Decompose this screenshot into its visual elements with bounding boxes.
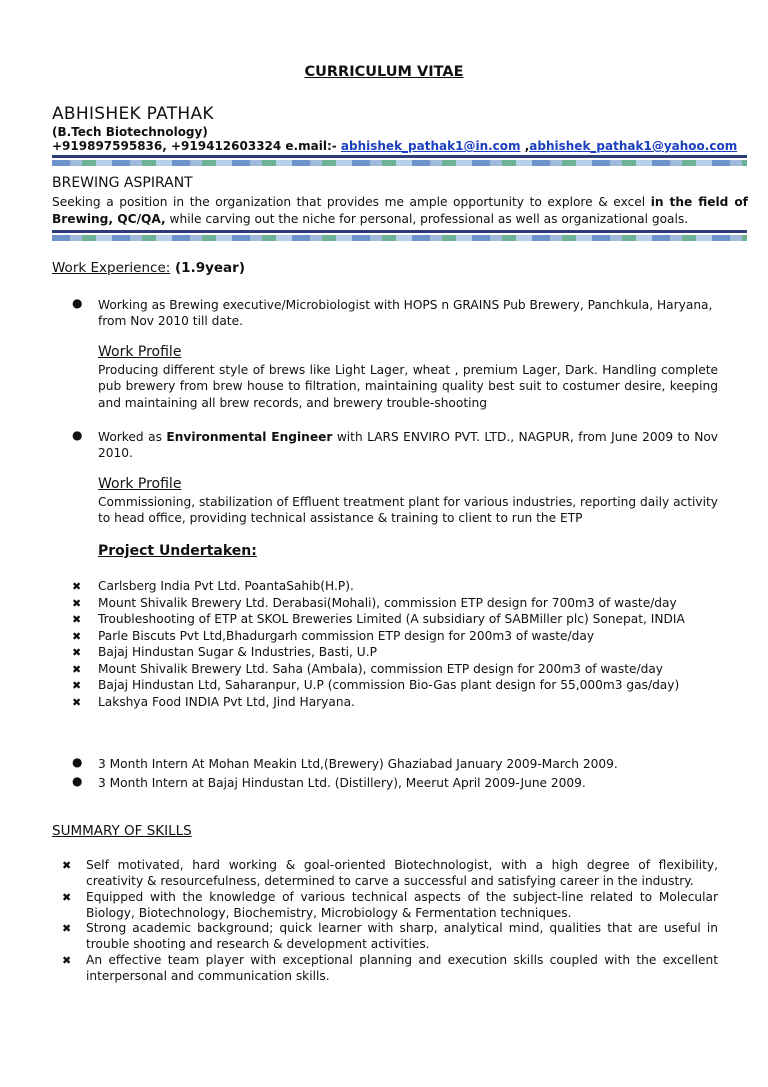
bullet-icon: ●: [72, 755, 83, 769]
skill-item: Equipped with the knowledge of various technical aspects of the subject-line related to Molecular Biology, Biotechnology, Biochemistry, Microbiology & Fermentation techniques.: [86, 890, 718, 920]
objective-text-bold: in the field of Brewing, QC/QA,: [52, 195, 748, 226]
cross-bullet-icon: ✖: [72, 613, 82, 626]
objective-text: [52, 194, 748, 227]
objective-text-a: Seeking a position in the organization that provides me ample opportunity to explore & excel: [52, 195, 651, 209]
project-item: Lakshya Food INDIA Pvt Ltd, Jind Haryana.: [98, 695, 355, 709]
internship-item: 3 Month Intern At Mohan Meakin Ltd,(Brewery) Ghaziabad January 2009-March 2009.: [98, 757, 618, 771]
job-1-profile: Producing different style of brews like Light Lager, wheat , premium Lager, Dark. Handling complete pub brewery from brew house to filtration, maintaining quality best suit to costumer desire, keeping and maintaining all brew records, and brewery trouble-shooting: [98, 363, 718, 410]
work-experience-duration: (1.9year): [170, 260, 245, 276]
skills-title: SUMMARY OF SKILLS: [52, 823, 192, 839]
project-item: Bajaj Hindustan Ltd, Saharanpur, U.P (commission Bio-Gas plant design for 55,000m3 gas/day): [98, 678, 680, 692]
project-item: Carlsberg India Pvt Ltd. PoantaSahib(H.P).: [98, 579, 354, 593]
header-divider: [52, 155, 747, 166]
email-link-2[interactable]: abhishek_pathak1@yahoo.com: [529, 139, 738, 153]
project-item: Troubleshooting of ETP at SKOL Breweries Limited (A subsidiary of SABMiller plc) Sonepat, INDIA: [98, 612, 685, 626]
cross-bullet-icon: ✖: [72, 646, 82, 659]
cross-bullet-icon: ✖: [72, 679, 82, 692]
objective-text-c: while carving out the niche for personal, professional as well as organizational goals.: [165, 211, 689, 226]
cross-bullet-icon: ✖: [62, 859, 72, 872]
job-2-profile: Commissioning, stabilization of Effluent treatment plant for various industries, reporting daily activity to head office, providing technical assistance & training to client to run the ETP: [98, 495, 718, 526]
job-2-description: [98, 429, 718, 462]
skills-heading: [52, 823, 192, 839]
job-2-profile-heading: Work Profile: [98, 476, 182, 492]
project-item: Parle Biscuts Pvt Ltd,Bhadurgarh commission ETP design for 200m3 of waste/day: [98, 629, 595, 643]
project-item: Mount Shivalik Brewery Ltd. Derabasi(Mohali), commission ETP design for 700m3 of waste/day: [98, 596, 677, 610]
candidate-name: ABHISHEK PATHAK: [52, 104, 214, 124]
cross-bullet-icon: ✖: [62, 954, 72, 967]
cross-bullet-icon: ✖: [72, 630, 82, 643]
job-1-description: Working as Brewing executive/Microbiologist with HOPS n GRAINS Pub Brewery, Panchkula, Haryana, from Nov 2010 till date.: [98, 298, 713, 329]
bullet-icon: ●: [72, 774, 83, 788]
cross-bullet-icon: ✖: [62, 922, 72, 935]
candidate-degree: (B.Tech Biotechnology): [52, 125, 208, 139]
project-item: Bajaj Hindustan Sugar & Industries, Basti, U.P: [98, 645, 377, 659]
internship-item: 3 Month Intern at Bajaj Hindustan Ltd. (Distillery), Meerut April 2009-June 2009.: [98, 776, 586, 790]
job-2-text-a: Worked as: [98, 430, 167, 444]
bullet-icon: ●: [72, 428, 83, 442]
bullet-icon: ●: [72, 296, 83, 310]
cross-bullet-icon: ✖: [62, 891, 72, 904]
work-experience-title: Work Experience:: [52, 260, 171, 276]
skill-item: Self motivated, hard working & goal-oriented Biotechnologist, with a high degree of flexibility, creativity & resourcefulness, determined to carve a successful and satisfying career in the industry.: [86, 858, 718, 888]
contact-line: [52, 139, 737, 153]
job-2-role: Environmental Engineer: [166, 430, 333, 444]
objective-heading: BREWING ASPIRANT: [52, 175, 193, 191]
project-item: Mount Shivalik Brewery Ltd. Saha (Ambala), commission ETP design for 200m3 of waste/day: [98, 662, 664, 676]
objective-divider: [52, 230, 747, 241]
document-title: CURRICULUM VITAE: [304, 64, 464, 80]
email-link-1[interactable]: abhishek_pathak1@in.com: [340, 139, 521, 153]
cross-bullet-icon: ✖: [72, 663, 82, 676]
skill-item: Strong academic background; quick learner with sharp, analytical mind, qualities that are useful in trouble shooting and research & development activities.: [86, 921, 718, 951]
email-separator: ,: [520, 139, 530, 153]
cross-bullet-icon: ✖: [72, 580, 82, 593]
job-1-profile-heading: Work Profile: [98, 344, 182, 360]
cross-bullet-icon: ✖: [72, 696, 82, 709]
job-2-text-b: with LARS ENVIRO PVT. LTD., NAGPUR, from June 2009 to Nov 2010.: [98, 430, 719, 461]
skill-item: An effective team player with exceptional planning and execution skills coupled with the excellent interpersonal and communication skills.: [86, 953, 718, 983]
projects-heading: Project Undertaken:: [98, 543, 257, 559]
phone-numbers: +919897595836, +919412603324 e.mail:-: [52, 139, 341, 153]
cross-bullet-icon: ✖: [72, 597, 82, 610]
work-experience-heading: [52, 260, 245, 276]
